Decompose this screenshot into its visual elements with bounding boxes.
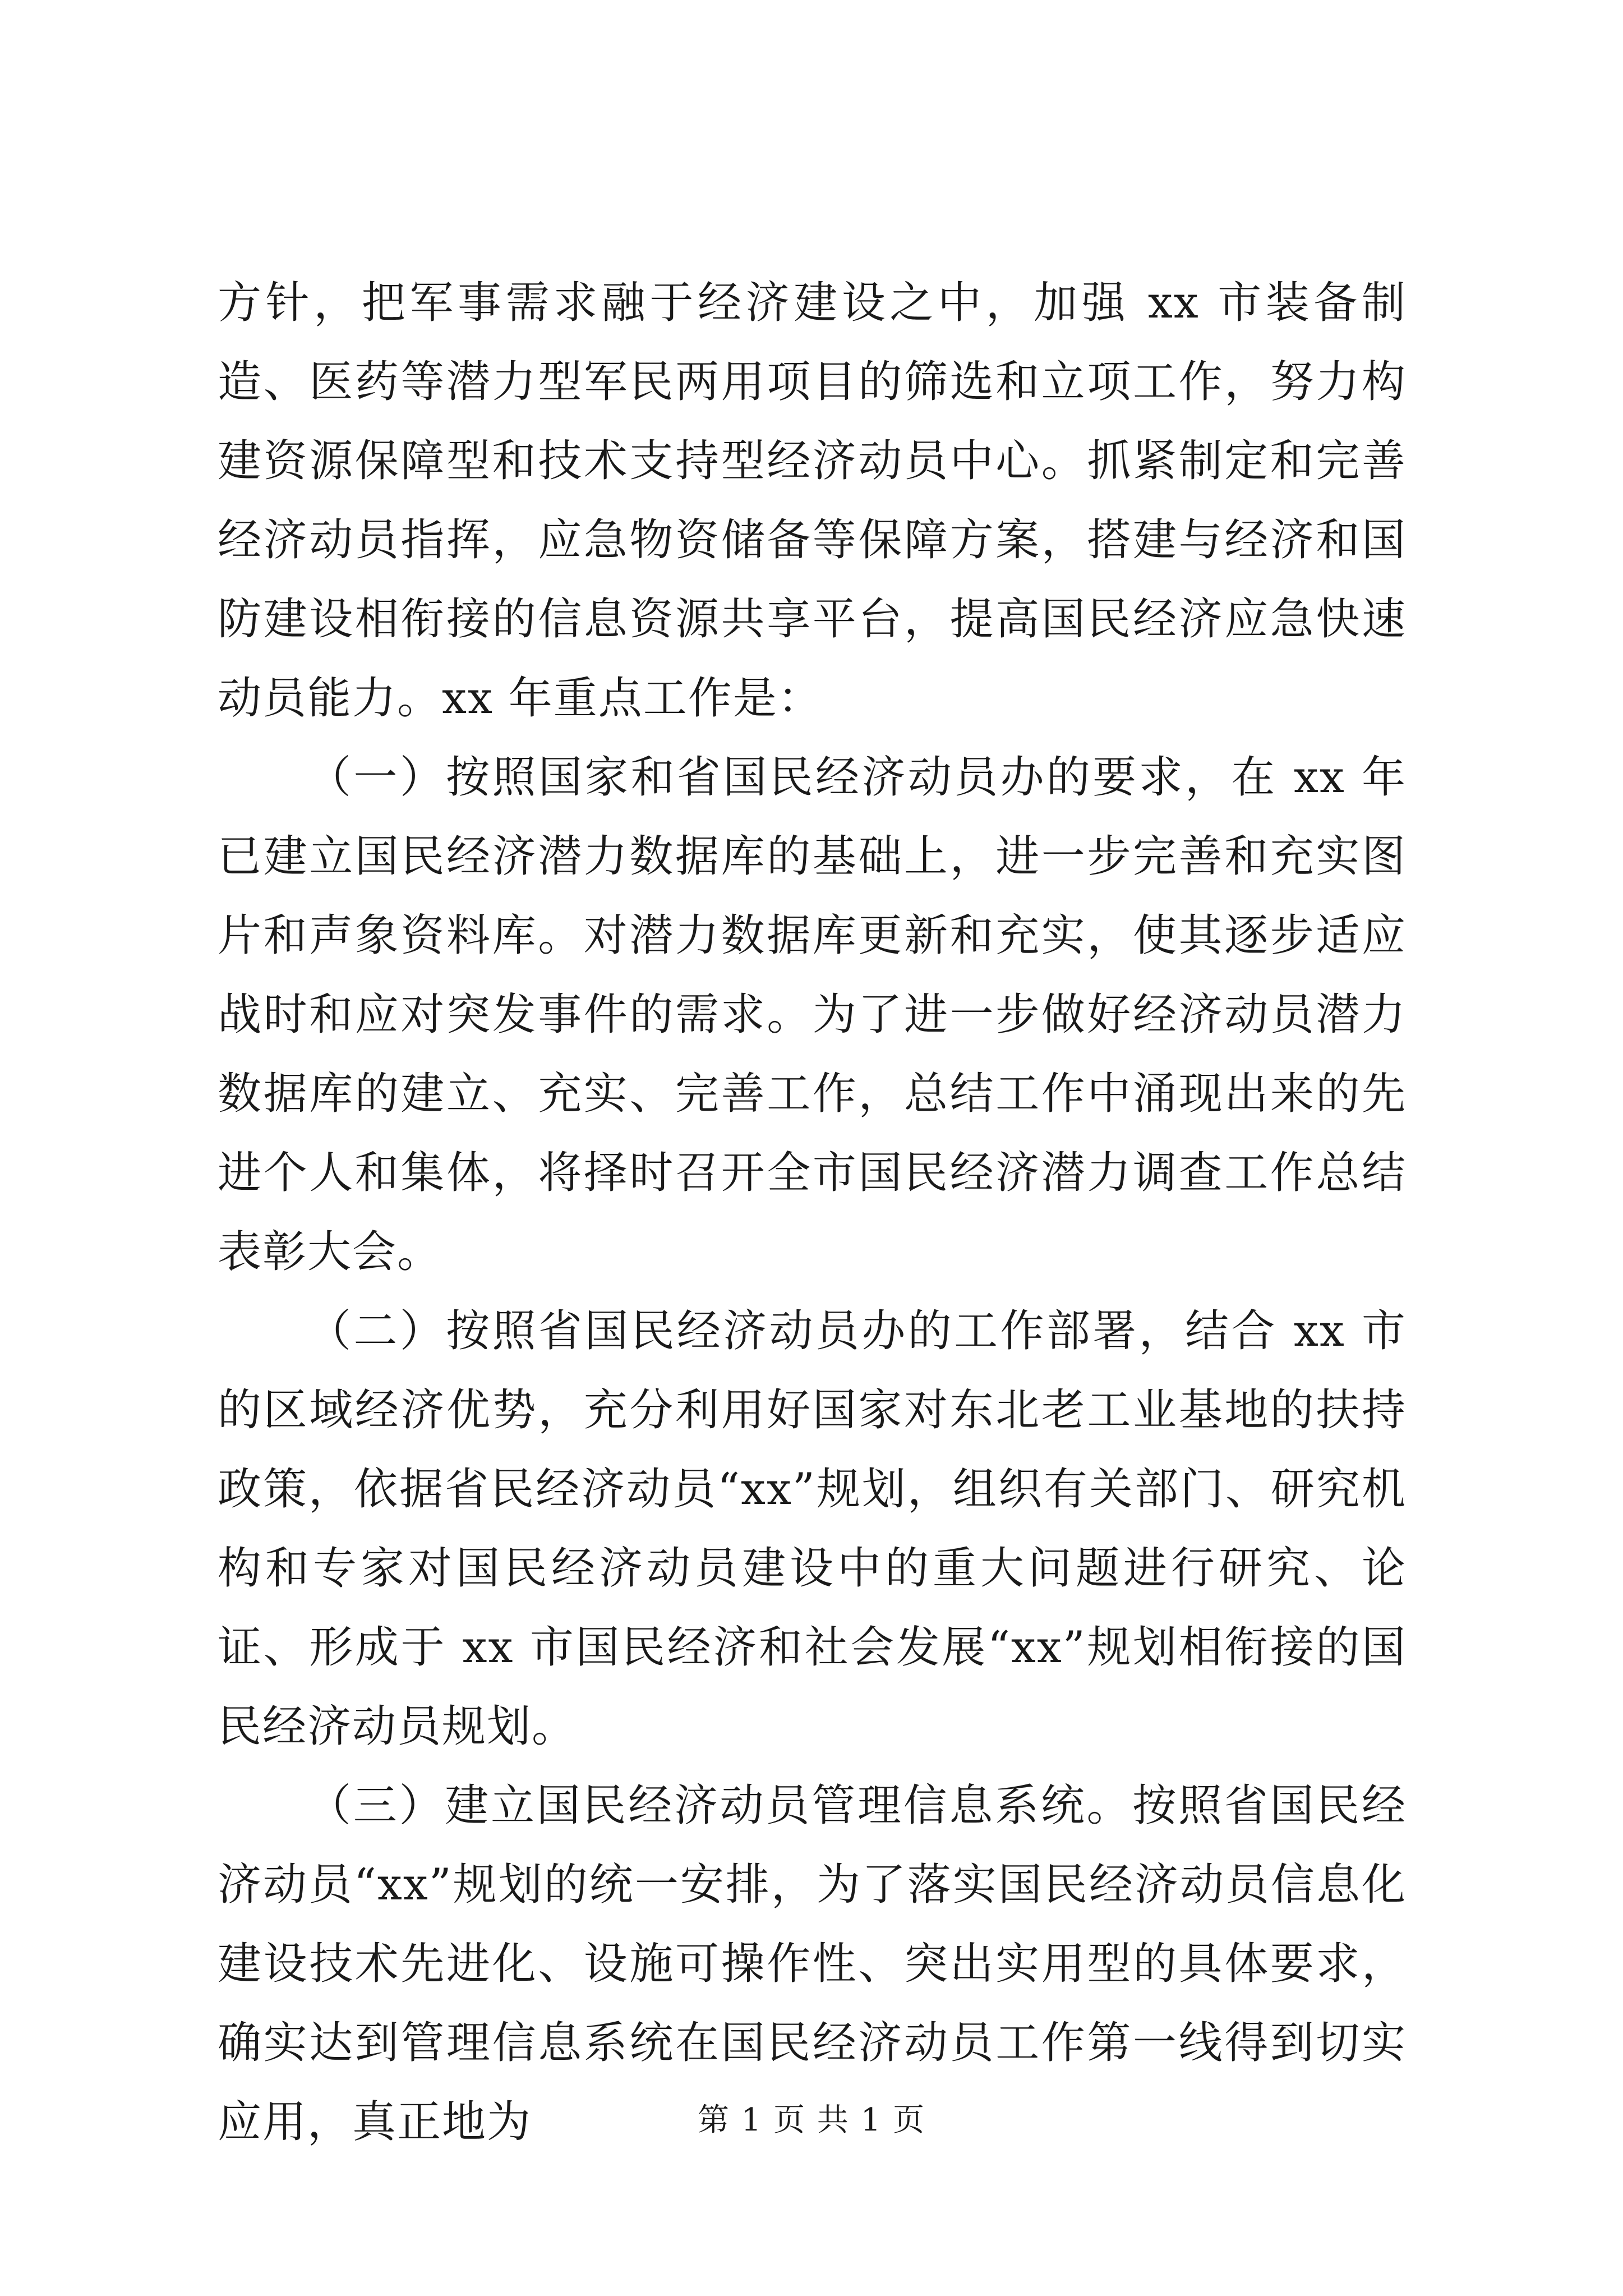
paragraph-item-3: （三）建立国民经济动员管理信息系统。按照省国民经济动员“xx”规划的统一安排，为了落实国民经济动员信息化建设技术先进化、设施可操作性、突出实用型的具体要求，确实达到管理信息系统在国民经济动员工作第一线得到切实应用，真正地为 [218,1780,1407,2147]
paragraph-item-1: （一）按照国家和省国民经济动员办的要求，在 xx 年已建立国民经济潜力数据库的基础上，进一步完善和充实图片和声象资料库。对潜力数据库更新和充实，使其逐步适应战时和应对突发事件的需求。为了进一步做好经济动员潜力数据库的建立、充实、完善工作，总结工作中涌现出来的先进个人和集体，将择时召开全市国民经济潜力调查工作总结表彰大会。 [218,752,1407,1277]
document-body [218,264,1407,2162]
paragraph-item-2: （二）按照省国民经济动员办的工作部署，结合 xx 市的区域经济优势，充分利用好国家对东北老工业基地的扶持政策，依据省民经济动员“xx”规划，组织有关部门、研究机构和专家对国民经济动员建设中的重大问题进行研究、论证、形成于 xx 市国民经济和社会发展“xx”规划相衔接的国民经济动员规划。 [218,1306,1407,1752]
page-footer: 第 1 页 共 1 页 [697,2102,926,2138]
paragraph-intro: 方针，把军事需求融于经济建设之中，加强 xx 市装备制造、医药等潜力型军民两用项目的筛选和立项工作，努力构建资源保障型和技术支持型经济动员中心。抓紧制定和完善经济动员指挥，应急物资储备等保障方案，搭建与经济和国防建设相衔接的信息资源共享平台，提高国民经济应急快速动员能力。xx 年重点工作是： [218,278,1407,724]
